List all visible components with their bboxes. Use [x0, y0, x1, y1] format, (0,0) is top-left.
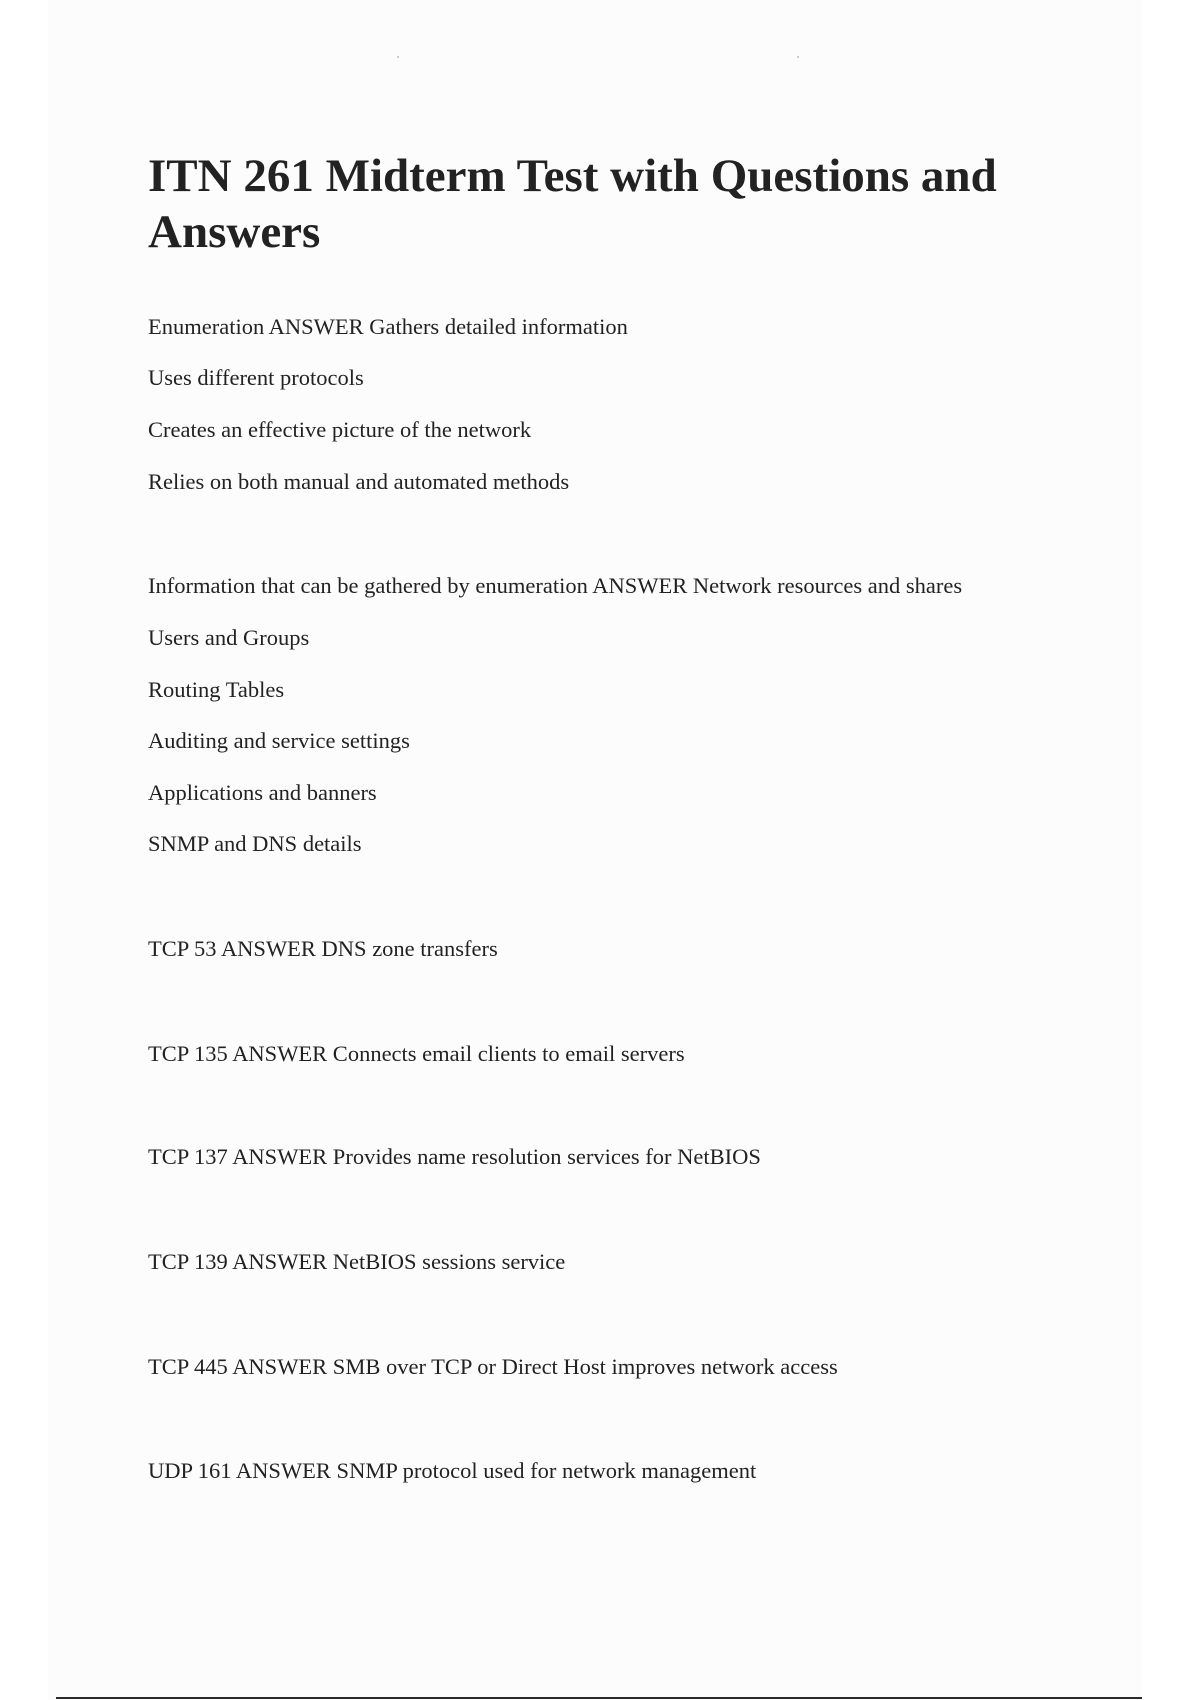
text-line: UDP 161 ANSWER SNMP protocol used for network management [148, 1458, 757, 1483]
text-line: Enumeration ANSWER Gathers detailed information [148, 314, 628, 339]
text-line: TCP 445 ANSWER SMB over TCP or Direct Host improves network access [148, 1354, 838, 1379]
text-line: Routing Tables [148, 677, 285, 702]
text-line: Creates an effective picture of the network [148, 417, 532, 442]
text-line: TCP 135 ANSWER Connects email clients to email servers [148, 1041, 685, 1066]
text-line: TCP 53 ANSWER DNS zone transfers [148, 936, 498, 961]
text-line: Auditing and service settings [148, 728, 410, 753]
text-line: SNMP and DNS details [148, 831, 362, 856]
bottom-rule [56, 1697, 1142, 1699]
text-line: TCP 139 ANSWER NetBIOS sessions service [148, 1249, 566, 1274]
text-line: Users and Groups [148, 625, 310, 650]
text-line: Uses different protocols [148, 365, 364, 390]
scan-speck [397, 56, 399, 58]
text-line: TCP 137 ANSWER Provides name resolution services for NetBIOS [148, 1144, 761, 1169]
document-title: ITN 261 Midterm Test with Questions and Answers [148, 150, 997, 258]
text-line: Applications and banners [148, 780, 377, 805]
text-line: Relies on both manual and automated methods [148, 469, 570, 494]
scan-speck [797, 56, 799, 58]
text-line: Information that can be gathered by enumeration ANSWER Network resources and shares [148, 573, 963, 598]
